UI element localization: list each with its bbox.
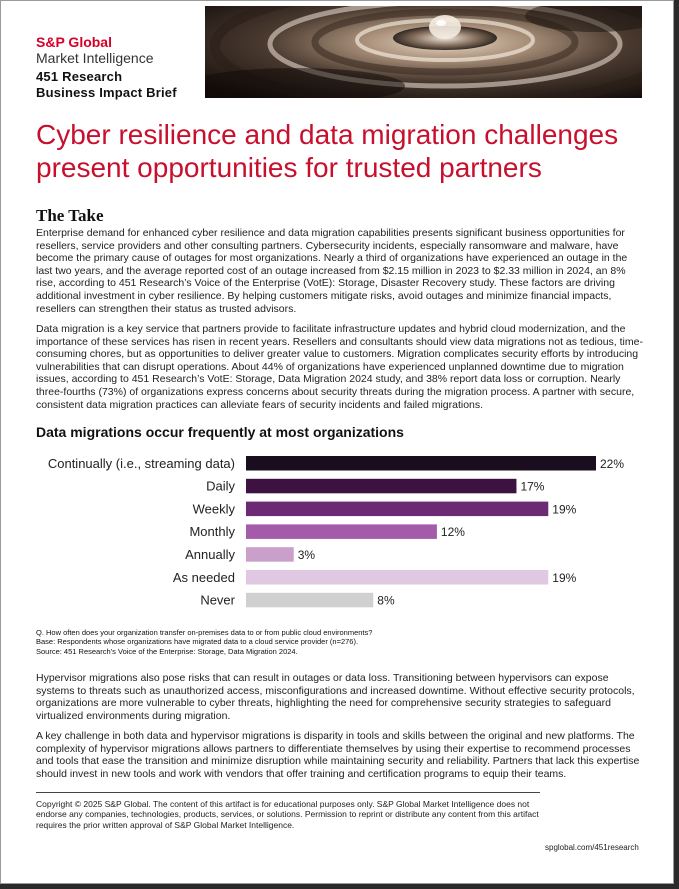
doc-type: Business Impact Brief [36,85,177,100]
take-heading: The Take [36,206,104,225]
value-label: 12% [440,525,465,540]
chart-note [36,628,596,656]
take-paragraph-1: Enterprise demand for enhanced cyber resilience and data migration capabilities presents significant business opportunities for resellers, service providers and other consulting partners. Cybersecurity incidents, especially ransomware and malware, have become the primary cause of outages for most organizations. Nearly a third of organizations have experienced an outage in the last two years, and the average reported cost of an outage increased from $2.15 million in 2023 to $2.33 million in 2024, an 8% rise, according to 451 Research’s Voice of the Enterprise (VotE): Storage, Disaster Recovery study. These factors are driving additional investment in cyber resilience. By helping customers mitigate risks, avoid outages and minimize financial impacts, resellers can strengthen their status as trusted advisors. [36,227,628,315]
survey-base: Base: Respondents whose organizations have migrated data to a cloud service provider (n=276). [36,637,359,647]
body-paragraph-1: Hypervisor migrations also pose risks that can result in outages or data loss. Transitioning between hypervisors can expose systems to threats such as unauthorized access, misconfigurations and increased downtime. Without effective security protocols, organizations are more vulnerable to cyber threats, highlighting the need for comprehensive security strategies to safeguard virtualized environments during migration. [36,672,635,722]
copyright-notice: Copyright © 2025 S&P Global. The content of this artifact is for educational purposes only. S&P Global Market Intelligence does not endorse any companies, technologies, products, services, or solutions. Permission to reprint or distribute any content from this artifact requires the prior written approval of S&P Global Market Intelligence. [36,799,539,830]
chart-title: Data migrations occur frequently at most organizations [36,424,404,440]
bar [246,456,596,471]
water-drop-illustration [205,6,642,98]
survey-question: Q. How often does your organization transfer on-premises data to or from public cloud environments? [36,628,373,637]
category-label: As needed [172,569,235,585]
body-paragraph-2: A key challenge in both data and hypervisor migrations is disparity in tools and skills between the original and new platforms. The complexity of hypervisor migrations allows partners to differentiate themselves by using their expertise to recommend processes and tools that ease the transition and minimize disruption while maintaining security and reliability. Partners that lack this expertise should invest in new tools and work with vendors that offer training and certification programs to equip their teams. [36,730,640,780]
value-label: 8% [377,593,395,608]
take-paragraph-2: Data migration is a key service that partners provide to facilitate infrastructure updates and hybrid cloud modernization, and the importance of these services has risen in recent years. Resellers and consultants should view data migrations not as tedious, time-consuming chores, but as opportunities to deliver greater value to customers. Migration complicates security efforts by introducing vulnerabilities that can disrupt operations. About 44% of organizations have experienced unplanned downtime due to migration issues, according to 451 Research’s VotE: Storage, Data Migration 2024 study, and 38% report data loss or corruption. Nearly three-fourths (73%) of organizations express concerns about security threats during the migration process. A partner with secure, consistent data migration practices can alleviate fears of security incidents and failed migrations. [36,323,643,411]
category-label: Annually [185,546,235,562]
survey-source: Source: 451 Research’s Voice of the Enterprise: Storage, Data Migration 2024. [36,646,298,656]
brand-name: S&P Global [36,34,112,50]
value-label: 3% [297,547,316,562]
category-label: Never [200,592,235,608]
category-label: Monthly [189,524,235,540]
page-title: Cyber resilience and data migration challenges present opportunities for trusted partners [36,119,619,183]
brand-unit: 451 Research [36,69,123,84]
category-label: Continually (i.e., streaming data) [47,455,235,471]
bar [246,570,548,585]
value-label: 19% [552,570,577,585]
bar [246,524,437,539]
category-label: Daily [206,478,235,494]
bar-chart-svg [36,450,656,618]
hero-water-drop-image [205,6,642,98]
footer-url-link[interactable]: spglobal.com/451research [545,843,639,852]
category-label: Weekly [192,501,235,517]
bar [246,593,373,608]
value-label: 22% [600,456,625,471]
brand-block [36,34,177,101]
footer-divider [36,792,540,793]
bar [246,547,294,562]
bar-chart [36,450,656,618]
value-label: 17% [520,479,545,494]
bar [246,479,516,494]
bar [246,502,548,516]
value-label: 19% [552,502,577,517]
brand-division: Market Intelligence [36,50,154,66]
